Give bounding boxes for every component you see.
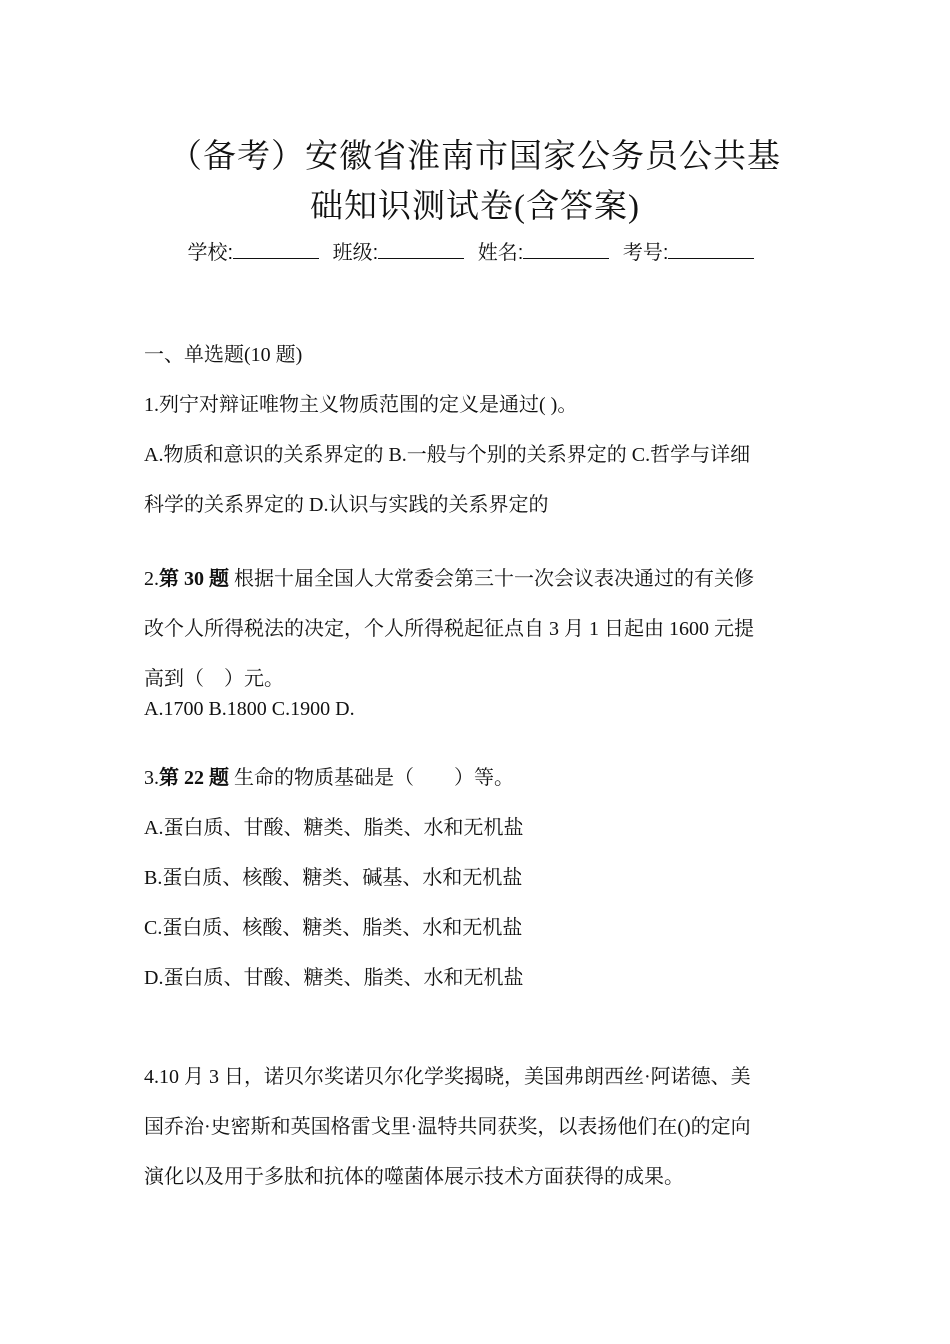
name-label: 姓名: <box>477 242 524 264</box>
q3-stem <box>144 761 824 790</box>
q2-stem-line1 <box>144 562 824 591</box>
q4-stem-line2: 国乔治·史密斯和英国格雷戈里·温特共同获奖，以表扬他们在()的定向 <box>144 1116 751 1138</box>
q3-option-d: D.蛋白质、甘酸、糖类、脂类、水和无机盐 <box>144 967 524 989</box>
number-blank <box>668 240 754 259</box>
q2-stem-text: 根据十届全国人大常委会第三十一次会议表决通过的有关修 <box>229 568 754 590</box>
q3-option-b: B.蛋白质、核酸、糖类、碱基、水和无机盐 <box>144 867 523 889</box>
number-label: 考号: <box>622 242 669 264</box>
class-label: 班级: <box>332 242 379 264</box>
q2-options: A.1700 B.1800 C.1900 D. <box>144 698 355 720</box>
q3-stem-text: 生命的物质基础是（ ）等。 <box>229 767 514 789</box>
school-label: 学校: <box>187 242 234 264</box>
q4-stem-line3: 演化以及用于多肽和抗体的噬菌体展示技术方面获得的成果。 <box>144 1166 684 1188</box>
class-blank <box>378 240 464 259</box>
exam-title-line1: （备考）安徽省淮南市国家公务员公共基 <box>169 139 781 175</box>
q2-number: 2. <box>144 568 159 590</box>
q2-tag: 第 30 题 <box>159 568 229 590</box>
name-blank <box>523 240 609 259</box>
student-info-row <box>0 236 950 265</box>
q1-options-line1: A.物质和意识的关系界定的 B.一般与个别的关系界定的 C.哲学与详细 <box>144 444 751 466</box>
section-heading: 一、单选题(10 题) <box>144 344 303 366</box>
q1-stem: 1.列宁对辩证唯物主义物质范围的定义是通过( )。 <box>144 394 578 416</box>
school-blank <box>233 240 319 259</box>
q3-tag: 第 22 题 <box>159 767 229 789</box>
q1-options-line2: 科学的关系界定的 D.认识与实践的关系界定的 <box>144 494 549 516</box>
q2-stem-line3: 高到（ ）元。 <box>144 668 284 690</box>
q3-option-a: A.蛋白质、甘酸、糖类、脂类、水和无机盐 <box>144 817 524 839</box>
q3-number: 3. <box>144 767 159 789</box>
q4-stem-line1: 4.10 月 3 日，诺贝尔奖诺贝尔化学奖揭晓，美国弗朗西丝·阿诺德、美 <box>144 1066 751 1088</box>
exam-title-line2: 础知识测试卷(含答案) <box>310 189 640 225</box>
q2-stem-line2: 改个人所得税法的决定，个人所得税起征点自 3 月 1 日起由 1600 元提 <box>144 618 754 640</box>
q3-option-c: C.蛋白质、核酸、糖类、脂类、水和无机盐 <box>144 917 523 939</box>
